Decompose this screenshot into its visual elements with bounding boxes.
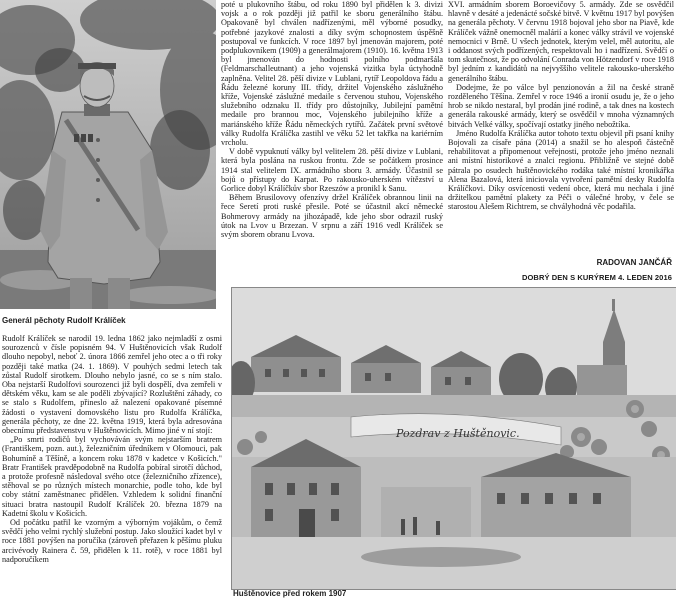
portrait-photo — [0, 0, 216, 309]
postcard-photo — [231, 287, 676, 590]
paragraph: Během Brusilovovy ofenzívy držel Králíček obrannou linii na řece Seretí proti ruské přesile. Poté se účastnil akcí německé Bohmerovy armády na jihozápadě, kde jeho sbor odrazil ruský útok na Lvov u Brzezan. V srpnu a září 1916 vedl Králíček se svým sborem obranu Lvova. — [221, 193, 443, 240]
paragraph: Rudolf Králíček se narodil 19. ledna 1862 jako nejmladší z osmi sourozenců v čísle popisném 94. V Huštěnovicích však Rudolf dlouho nepobyl, neboť 2. února 1866 zemřel jeho otec a o tři roky později také matka (24. 1. 1869). V pouhých sedmi letech tak zůstal Rudolf sirotkem. Dlouho nebylo jasné, co se s ním stalo. Oba nejstarší Rudolfovi sourozenci již byli dospělí, dva zemřeli v dětském věku, kam se ale poděli zbývající? Rozluštění záhady, co se stalo s Rudolfem, přineslo až nalezení opakované písemné žádosti o vystavení domovského listu pro Rudolfa Králíčka, generála pěchoty, ze dne 22. května 1919, která byla adresována obecnímu představenstvu v Huštěnovicích. Mimo jiné v ní stojí: — [2, 334, 222, 436]
postcard-caption: Huštěnovice před rokem 1907 — [233, 589, 347, 598]
paragraph: Dodejme, že po válce byl penzionován a žil na české straně rozděleného Těšína. Zemřel v roce 1946 a ironií osudu je, že o jeho hrob se nikdo nestaral, byl prodán jiné rodině, a tak dnes na kostech generála rakouské armády, který se osvědčil v mnoha významných bitvách Velké války, spočívají ostatky jiného nebožtíka. — [448, 82, 674, 129]
paragraph: V době vypuknutí války byl velitelem 28. pěší divize v Lublani, která byla poslána na ruskou frontu. Zde se počátkem prosince 1914 stal velitelem IX. armádního sboru 3. armády. Účastnil se bojů o přístupy do Karpat. Po rakousko-uherském vítězství u Gorlice dobyl Králíčkův sbor Rzeszów a pronikl k Sanu. — [221, 147, 443, 194]
portrait-caption: Generál pěchoty Rudolf Králíček — [2, 316, 126, 325]
paragraph: XVI. armádním sborem Boroevičovy 5. armády. Zde se osvědčil hlavně v desáté a jedenácté sočské bitvě. V květnu 1917 byl povýšen na generála pěchoty. V červnu 1918 bojoval jeho sbor na Piavě, kde Králíček vážně onemocněl malárií a konec války strávil ve vojenské nemocnici v Brně. U všech jednotek, kterým velel, měl autoritu, ale i oddanost svých podřízených, respektovali ho i nadřízení. Svědčí o tom skutečnost, že po odvolání Conrada von Hötzendorf v roce 1918 byl jedním z kandidátů na nejvyššího velitele rakousko-uherského generálního štábu. — [448, 0, 674, 83]
postcard-greeting: Pozdrav z Huštěnovic. — [396, 427, 520, 440]
portrait-image — [0, 0, 216, 309]
paragraph: Od počátku patřil ke vzorným a výborným vojákům, o čemž svědčí jeho velmi rychlý služební postup. Jako sloužící kadet byl v roce 1881 povýšen na poručíka (zároveň přeřazen k pěšímu pluku arcivévody Rainera č. 59, přidělen k 11. rotě), v roce 1881 byl nadporučíkem — [2, 518, 222, 564]
paragraph: Jméno Rudolfa Králíčka autor tohoto textu objevil při psaní knihy Bojovali za císaře pána (2014) a snažil se ho alespoň částečně rehabilitovat a připomenout veřejnosti, protože jeho jméno neznali ani místní historikové a znalci regionu. Přibližně ve stejné době pátrala po osudech huštěnovického rodáka také místní kronikářka Alena Bazalová, která iniciovala vytvoření pamětní desky Rudolfa Králíčkovi. Díky osvícenosti vedení obce, která mu nechala i jiné držitelkou pamětní plakety za Péči o válečné hroby, v čele se starostou Alešem Richtrem, se chvályhodná věc podařila. — [448, 128, 674, 212]
article-column-right — [448, 0, 674, 256]
paragraph: poté u plukovního štábu, od roku 1890 byl přidělen k 3. divizi vojsk a o rok později již patřil ke sboru generálního štábu. Opakovaně byl chválen nadřízenými, měl výborné posudky, potřebné jazykové znalosti a díky svým schopnostem úspěšně postupoval ve funkcích. V roce 1897 byl jmenován majorem, poté podplukovníkem (1909) a generálmajorem (1910). 16. května 1913 byl jmenován do hodnosti polního podmaršála (Feldmarschalleutnant) a jeho vojenská vizitka byla úctyhodně zaplněna. Velitel 28. pěší divize v Lublani, rytíř Leopoldova řádu a Řádu železné koruny III. třídy, držitel Vojenského záslužného kříže, Vojenské záslužné medaile s červenou stuhou, Vojenského služebního odznaku II. třídy pro důstojníky, Jubilejní pamětní medaile pro brannou moc, Vojenského jubilejního kříže a mariánského kříže Řádu německých rytířů. Začátek první světové války Rudolfa Králíčka zastihl ve věku 52 let takřka na kariérním vrcholu. — [221, 0, 443, 148]
postcard-image — [231, 287, 676, 590]
newspaper-header: DOBRÝ DEN S KURÝREM 4. LEDEN 2016 — [521, 273, 672, 282]
paragraph: „Po smrti rodičů byl vychováván svým nejstarším bratrem (Františkem, pozn. aut.), železničním úředníkem v Olomouci, pak Bohumíně a Těšíně, a koncem roku 1878 v kadetce v Košicích." Bratr František pravděpodobně na Rudolfa pobíral sirotčí důchod, a protože profesně následoval svého otce (železničního zřízence), stěhoval se po různých místech monarchie, podle toho, kde byl coby státní zaměstnanec přidělen. Vzhledem k solidní finanční situaci bratra nastoupil Rudolf Králíček 20. března 1879 na Kadetní školu v Košicích. — [2, 435, 222, 518]
article-column-left — [2, 334, 222, 600]
article-column-middle — [221, 0, 443, 284]
author-name: RADOVAN JANČÁŘ — [596, 258, 672, 267]
